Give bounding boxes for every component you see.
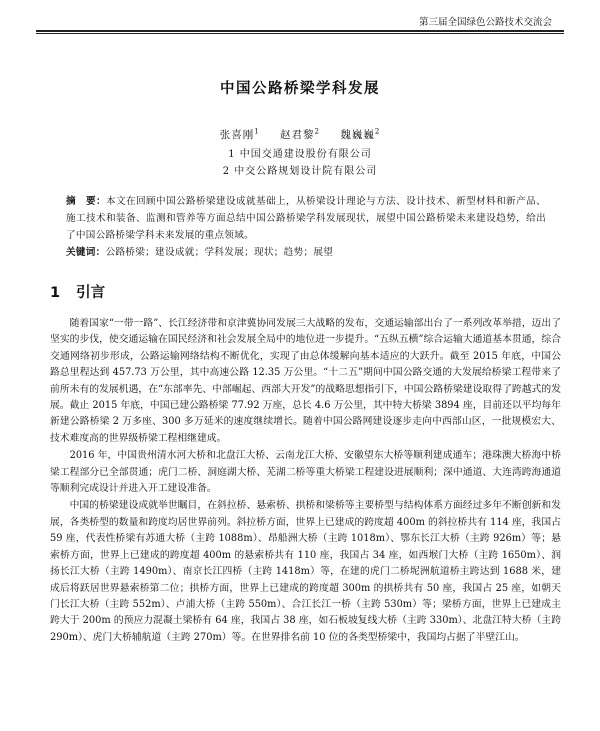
paragraph: 中国的桥梁建设成就举世瞩目，在斜拉桥、悬索桥、拱桥和梁桥等主要桥型与结构体系方面经过多年不断创新和发展，各类桥型的数量和跨度均居世界前列。斜拉桥方面，世界上已建成的跨度超 400m 的斜拉桥共有 114 座，我国占 59 座，代表性桥梁有苏通大桥（主跨 1088m）、昂船洲大桥（主跨 1018m）、鄂东长江大桥（主跨 926m）等；悬索桥方面，世界上已建成的跨度超 400m 的悬索桥共有 110 座，我国占 34 座，如西堠门大桥（主跨 1650m）、润扬长江大桥（主跨 1490m）、南京长江四桥（主跨 1418m）等，在建的虎门二桥坭洲航道桥主跨达到 1688 米，建成后将跃居世界悬索桥第二位；拱桥方面，世界上已建成的跨度超 300m 的拱桥共有 50 座，我国占 25 座，如朝天门长江大桥（主跨 552m）、卢浦大桥（主跨 550m）、合江长江一桥（主跨 530m）等；梁桥方面，世界上已建成主跨大于 200m 的预应力混凝土梁桥有 64 座，我国占 38 座，如石板坡复线大桥（主跨 330m）、北盘江特大桥（主跨 290m）、虎门大桥辅航道（主跨 270m）等。在世界排名前 10 位的各类型桥梁中，我国均占据了半壁江山。 bbox=[50, 500, 561, 643]
affiliation: 1 中国交通建设股份有限公司 bbox=[228, 149, 372, 160]
keywords-label: 关键词： bbox=[66, 247, 106, 258]
paragraph: 随着国家“一带一路”、长江经济带和京津冀协同发展三大战略的发布，交通运输部出台了一系列改革举措，迈出了坚实的步伐，使交通运输在国民经济和社会发展全局中的地位进一步提升。“五纵五横”综合运输大通道基本贯通，综合交通网络初步形成，公路运输网络结构不断优化，实现了由总体缓解向基本适应的大跃升。截至 2015 年底，中国公路总里程达到 457.73 万公里，其中高速公路 12.35 万公里。“十二五”期间中国公路交通的大发展给桥梁工程带来了前所未有的发展机遇，在“东部率先、中部崛起、西部大开发”的战略思想指引下，中国公路桥梁建设取得了跨越式的发展。截止 2015 年底，中国已建公路桥梁 77.92 万座，总长 4.6 万公里，其中特大桥梁 3894 座，目前还以平均每年新建公路桥梁 2 万多座、300 多万延米的速度继续增长。随着中国公路网建设逐步走向中西部山区，一批规模宏大、技术难度高的世界级桥梁工程相继建成。 bbox=[50, 318, 561, 444]
header-rule-thick bbox=[36, 30, 564, 32]
author-line bbox=[0, 127, 600, 142]
paragraph: 2016 年，中国贵州清水河大桥和北盘江大桥、云南龙江大桥、安徽望东大桥等顺利建成通车；港珠澳大桥海中桥梁工程部分已全部贯通；虎门二桥、洞庭湖大桥、芜湖二桥等重大桥梁工程建设进展顺利；深中通道、大连湾跨海通道等顺利完成设计并进入开工建设准备。 bbox=[50, 450, 561, 495]
author-affiliation-mark: 2 bbox=[314, 127, 320, 136]
author-affiliation-mark: 1 bbox=[254, 127, 260, 136]
paper-title: 中国公路桥梁学科发展 bbox=[220, 81, 380, 97]
section-number: 1 bbox=[50, 285, 61, 301]
section-title: 引言 bbox=[76, 285, 106, 301]
author-name: 赵君黎 bbox=[280, 129, 315, 141]
header-rule-thin bbox=[36, 33, 564, 34]
author bbox=[340, 129, 380, 141]
author-affiliation-mark: 2 bbox=[374, 127, 381, 136]
running-head: 第三届全国绿色公路技术交流会 bbox=[418, 17, 552, 28]
body-text bbox=[50, 316, 561, 647]
keywords bbox=[66, 244, 546, 258]
author-name: 魏巍巍 bbox=[340, 129, 375, 141]
section-heading bbox=[50, 281, 105, 302]
abstract-label: 摘 要： bbox=[66, 196, 107, 207]
abstract bbox=[66, 193, 546, 244]
author-name: 张喜刚 bbox=[219, 129, 255, 141]
author bbox=[220, 129, 260, 141]
keywords-text: 公路桥梁；建设成就；学科发展；现状；趋势；展望 bbox=[105, 247, 334, 258]
author bbox=[280, 129, 320, 141]
affiliation: 2 中交公路规划设计院有限公司 bbox=[222, 166, 378, 177]
abstract-text: 本文在回顾中国公路桥梁建设成就基础上，从桥梁设计理论与方法、设计技术、新型材料和新产品、施工技术和装备、监测和管养等方面总结中国公路桥梁学科发展现状，展望中国公路桥梁未来建设趋势，给出了中国公路桥梁学科未来发展的重点领域。 bbox=[66, 196, 546, 241]
